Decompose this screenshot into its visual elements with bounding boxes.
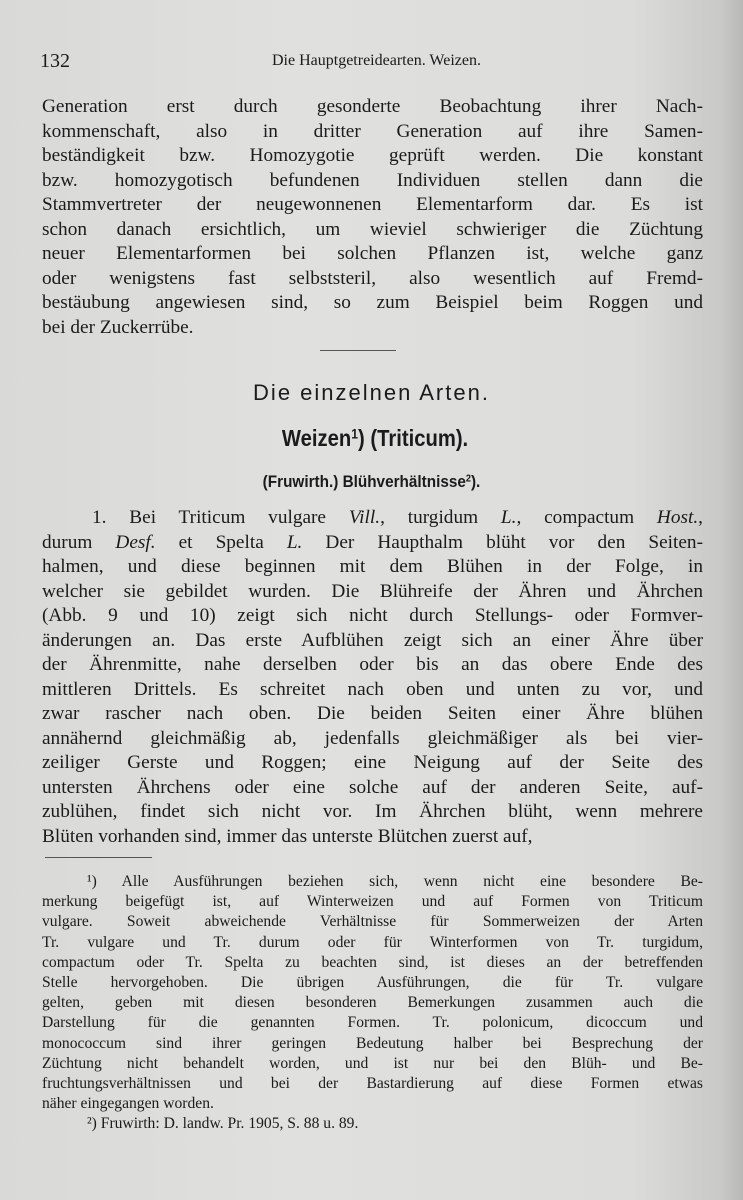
text-line bbox=[42, 555, 703, 580]
author-abbreviation: L. bbox=[500, 507, 517, 528]
text-segment: untersten Ährchens oder eine solche auf der anderen Seite, auf- bbox=[42, 776, 703, 798]
footnote-ref-1[interactable]: 1 bbox=[351, 426, 358, 442]
text-line: bei der Zuckerrübe. bbox=[42, 316, 194, 338]
author-abbreviation: L. bbox=[286, 531, 303, 553]
text-segment: zeiliger Gerste und Roggen; eine Neigung auf der Seite des bbox=[42, 752, 703, 773]
text-line: Generation erst durch gesonderte Beobachtung ihrer Nach- bbox=[42, 96, 703, 117]
author-abbreviation: Desf. bbox=[115, 531, 156, 553]
species-title-rest: ) (Triticum). bbox=[357, 425, 469, 451]
paragraph-continued bbox=[42, 95, 703, 340]
text-segment: Der Haupthalm blüht vor den Seiten- bbox=[302, 531, 703, 553]
text-segment: welcher sie gebildet wurden. Die Blühreife der Ähren und Ährchen bbox=[42, 580, 703, 602]
text-segment: (Abb. 9 und 10) zeigt sich nicht durch Stellungs- oder Formver- bbox=[42, 605, 703, 626]
text-segment: , compactum bbox=[516, 507, 657, 528]
text-line bbox=[42, 825, 703, 850]
text-line: gelten, geben mit diesen besonderen Bemerkungen zusammen auch die bbox=[42, 994, 703, 1012]
text-line bbox=[42, 800, 703, 825]
text-line bbox=[42, 678, 703, 703]
footnote-rule bbox=[45, 857, 152, 858]
text-line: ¹) Alle Ausführungen beziehen sich, wenn nicht eine besondere Be- bbox=[87, 873, 703, 890]
text-line: bzw. homozygotisch befundenen Individuen stellen dann die bbox=[42, 169, 703, 191]
text-segment: halmen, und diese beginnen mit dem Blühen in der Folge, in bbox=[42, 556, 703, 577]
text-line bbox=[42, 506, 703, 531]
text-segment: , bbox=[698, 507, 703, 528]
text-line: Stammvertreter der neugewonnenen Elementarform dar. Es ist bbox=[42, 194, 703, 215]
text-line: oder wenigstens fast selbststeril, also wesentlich auf Fremd- bbox=[42, 267, 703, 289]
text-line bbox=[42, 751, 703, 776]
text-segment: et Spelta bbox=[155, 531, 287, 553]
text-line bbox=[42, 604, 703, 629]
text-segment: zwar rascher nach oben. Die beiden Seiten einer Ähre blühen bbox=[42, 703, 703, 724]
author-abbreviation: Host. bbox=[656, 507, 699, 528]
text-line: merkung beigefügt ist, auf Winterweizen und auf Formen von Triticum bbox=[42, 893, 703, 911]
text-line: Züchtung nicht behandelt worden, und ist nur bei den Blüh- und Be- bbox=[42, 1054, 703, 1072]
text-line: Stelle hervorgehoben. Die übrigen Ausführungen, die für Tr. vulgare bbox=[42, 973, 703, 991]
text-line: Tr. vulgare und Tr. durum oder für Winterformen von Tr. turgidum, bbox=[42, 933, 703, 951]
text-line: Darstellung für die genannten Formen. Tr. polonicum, dicoccum und bbox=[42, 1014, 703, 1032]
text-segment: 1. Bei Triticum vulgare bbox=[92, 507, 349, 528]
text-line: beständigkeit bzw. Homozygotie geprüft werden. Die konstant bbox=[42, 145, 703, 166]
text-segment: änderungen an. Das erste Aufblühen zeigt sich an einer Ähre über bbox=[42, 629, 703, 651]
text-line bbox=[42, 629, 703, 654]
subsection-title-rest: ). bbox=[470, 472, 481, 491]
text-line: bestäubung angewiesen sind, so zum Beispiel beim Roggen und bbox=[42, 292, 703, 313]
text-segment: annähernd gleichmäßig ab, jedenfalls gleichmäßiger als bei vier- bbox=[42, 727, 703, 749]
text-line: ²) Fruwirth: D. landw. Pr. 1905, S. 88 u. 89. bbox=[87, 1115, 359, 1133]
text-line bbox=[42, 702, 703, 727]
species-title-text: Weizen bbox=[281, 425, 352, 451]
text-line bbox=[42, 776, 703, 801]
text-segment: zublühen, findet sich nicht vor. Im Ährchen blüht, wenn mehrere bbox=[42, 801, 703, 822]
footnotes bbox=[42, 872, 703, 1134]
section-title: Die einzelnen Arten. bbox=[253, 380, 490, 405]
text-line: neuer Elementarformen bei solchen Pflanzen ist, welche ganz bbox=[42, 243, 703, 264]
text-line: schon danach ersichtlich, um wieviel schwieriger die Züchtung bbox=[42, 218, 703, 240]
text-line: vulgare. Soweit abweichende Verhältnisse für Sommerweizen der Arten bbox=[42, 913, 703, 931]
text-segment: der Ährenmitte, nahe derselben oder bis an das obere Ende des bbox=[42, 654, 703, 675]
text-line bbox=[42, 531, 703, 556]
section-divider bbox=[320, 350, 396, 351]
text-line: kommenschaft, also in dritter Generation auf ihre Samen- bbox=[42, 120, 703, 142]
footnote-ref-2[interactable]: 2 bbox=[465, 473, 471, 485]
paragraph-bluehverhaeltnisse bbox=[42, 506, 703, 849]
text-line bbox=[42, 580, 703, 605]
page-number: 132 bbox=[40, 50, 70, 72]
text-line bbox=[42, 653, 703, 678]
running-header: Die Hauptgetreidearten. Weizen. bbox=[272, 52, 481, 69]
text-segment: , turgidum bbox=[380, 507, 501, 528]
text-segment: mittleren Drittels. Es schreitet nach oben und unten zu vor, und bbox=[42, 678, 703, 700]
author-abbreviation: Vill. bbox=[348, 507, 381, 528]
subsection-title bbox=[37, 472, 706, 492]
text-line: compactum oder Tr. Spelta zu beachten sind, ist dieses an der betreffenden bbox=[42, 953, 703, 971]
species-title bbox=[45, 425, 699, 452]
subsection-title-text: (Fruwirth.) Blühverhältnisse bbox=[262, 472, 466, 491]
text-line bbox=[42, 727, 703, 752]
text-line: näher eingegangen worden. bbox=[42, 1095, 214, 1113]
text-line: monococcum sind ihrer geringen Bedeutung halber bei Besprechung der bbox=[42, 1034, 703, 1052]
text-segment: durum bbox=[42, 531, 116, 553]
text-segment: Blüten vorhanden sind, immer das unterste Blütchen zuerst auf, bbox=[42, 825, 533, 847]
text-line: fruchtungsverhältnissen und bei der Bastardierung auf diese Formen etwas bbox=[42, 1074, 703, 1092]
